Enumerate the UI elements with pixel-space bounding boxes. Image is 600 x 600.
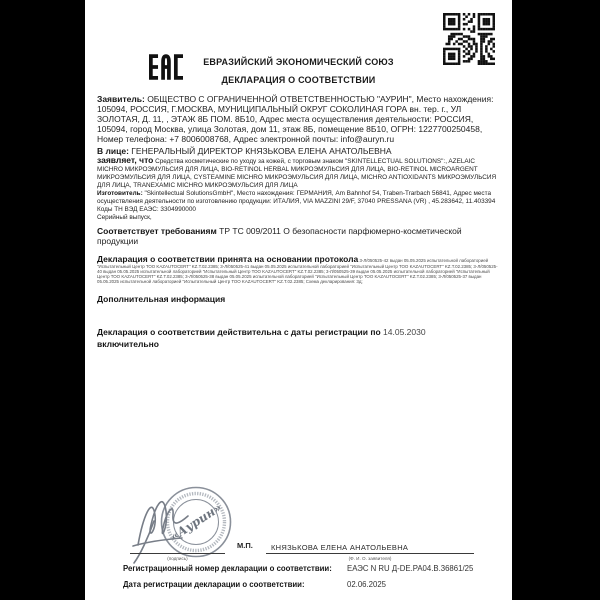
applicant-text: ОБЩЕСТВО С ОГРАНИЧЕННОЙ ОТВЕТСТВЕННОСТЬЮ "АУРИН", Место нахождения: 105094, РОССИЯ, Г.МОСКВА, МУНИЦИПАЛЬНЫЙ ОКРУГ СОКОЛИНАЯ ГОРА вн. тер. г., УЛ ЗОЛОТАЯ, Д. 11, , ЭТАЖ 8Б ПОМ. 8Б10, Адрес места осуществления деятельности: РОССИЯ, 105094, город Москва, улица Золотая, дом 11, этаж 8Б, помещение 8Б10, ОГРН: 1227700250458, Номер телефона: +7 8006008768, Адрес электронной почты: info@auryn.ru	[97, 94, 494, 144]
document-page	[85, 0, 512, 600]
name-line	[266, 553, 474, 554]
validity-suffix: включительно	[97, 338, 159, 349]
in-person-text: ГЕНЕРАЛЬНЫЙ ДИРЕКТОР КНЯЗЬКОВА ЕЛЕНА АНАТОЛЬЕВНА	[131, 146, 392, 156]
serial-release: Серийный выпуск,	[97, 214, 152, 221]
validity-label: Декларация о соответствии действительна с даты регистрации по	[97, 327, 381, 337]
basis-protocols: 3-Л/050525-42 выдан 05.05.2025 испытательной лабораторией "Испытательный Центр ТОО KAZAUTOCERT" KZ.Т.02.2385; 3-Л/050525-41 выдан 05.05.2025 испытательной лабораторией "Испытательный Центр ТОО KAZAUTOCERT" KZ.Т.02.2385; 3-Л/050525-40 выдан 05.05.2025 испытательной лабораторией "Испытательный Центр ТОО KAZAUTOCERT" KZ.Т.02.2385; 3-Л/050525-39 выдан 05.05.2025 испытательной лабораторией "Испытательный Центр ТОО KAZAUTOCERT" KZ.Т.02.2385; 3-Л/050525-38 выдан 05.05.2025 испытательной лабораторией "Испытательный Центр ТОО KAZAUTOCERT" KZ.Т.02.2385; 3-Л/050525-37 выдан 05.05.2025 испытательной лабораторией "Испытательный Центр ТОО KAZAUTOCERT" KZ.Т.02.2385; Схема декларирования: 3д;	[97, 258, 498, 285]
union-name: ЕВРАЗИЙСКИЙ ЭКОНОМИЧЕСКИЙ СОЮЗ	[203, 57, 394, 67]
registration-date-value: 02.06.2025	[347, 580, 387, 589]
in-person-section	[97, 146, 500, 156]
declares-label: заявляет, что	[97, 155, 154, 165]
stamp-company-name: «Аурин»	[167, 500, 225, 544]
basis-section	[97, 254, 500, 284]
manufacturer-section	[97, 190, 500, 222]
registration-number-value: ЕАЭС N RU Д-DE.PA04.B.36861/25	[347, 564, 474, 573]
applicant-label: Заявитель:	[97, 94, 145, 104]
compliance-label: Соответствует требованиям	[97, 226, 217, 236]
registration-date-label: Дата регистрации декларации о соответствии:	[123, 580, 305, 589]
name-caption: (Ф. И. О. заявителя)	[348, 556, 392, 561]
basis-label: Декларация о соответствии принята на основании протокола	[97, 254, 359, 264]
additional-info-label: Дополнительная информация	[97, 294, 226, 304]
registration-number-label: Регистрационный номер декларации о соответствии:	[123, 564, 332, 573]
validity-section	[97, 327, 442, 350]
products-section	[97, 156, 500, 190]
validity-date: 14.05.2030	[383, 327, 426, 337]
hs-codes: Коды ТН ВЭД ЕАЭС: 3304990000	[97, 206, 196, 213]
stamp-place-label: М.П.	[237, 541, 253, 550]
document-title: ДЕКЛАРАЦИЯ О СООТВЕТСТВИИ	[221, 75, 376, 85]
signature-line	[130, 553, 225, 554]
applicant-section	[97, 94, 500, 144]
manufacturer-line	[97, 190, 500, 206]
manufacturer-text: "Skintellectual SolutionsGmbH", Место нахождения: ГЕРМАНИЯ, Am Bahnhof 54, Traben-Trarbach 56841, Адрес места осуществления деятельности по изготовлению продукции: ИТАЛИЯ, VIA MAZZINI 29/F, 37040 PRESSANA (VR) , 45.283642, 11.403394	[97, 190, 496, 205]
compliance-section	[97, 226, 487, 246]
compliance-text: ТР ТС 009/2011 О безопасности парфюмерно-косметической продукции	[97, 226, 462, 246]
in-person-label: В лице:	[97, 146, 129, 156]
products-text: Средства косметические по уходу за кожей, с торговым знаком "SKINTELLECTUAL SOLUTIONS":, AZELAIC MICHRO МИКРОЭМУЛЬСИЯ ДЛЯ ЛИЦА, BIO-RETINOL HERBAL МИКРОЭМУЛЬСИЯ ДЛЯ ЛИЦА, BIO-RETINOL MICROARGENT МИКРОЭМУЛЬСИЯ ДЛЯ ЛИЦА, CYSTEAMINE MICHRO МИКРОЭМУЛЬСИЯ ДЛЯ ЛИЦА, MICHRO ANTIOXIDANTS МИКРОЭМУЛЬСИЯ ДЛЯ ЛИЦА, TRANEXAMIC MICHRO МИКРОЭМУЛЬСИЯ ДЛЯ ЛИЦА	[97, 158, 497, 189]
manufacturer-label: Изготовитель:	[97, 190, 143, 197]
applicant-fullname: КНЯЗЬКОВА ЕЛЕНА АНАТОЛЬЕВНА	[271, 543, 409, 552]
signature-caption: (подпись)	[167, 556, 188, 561]
